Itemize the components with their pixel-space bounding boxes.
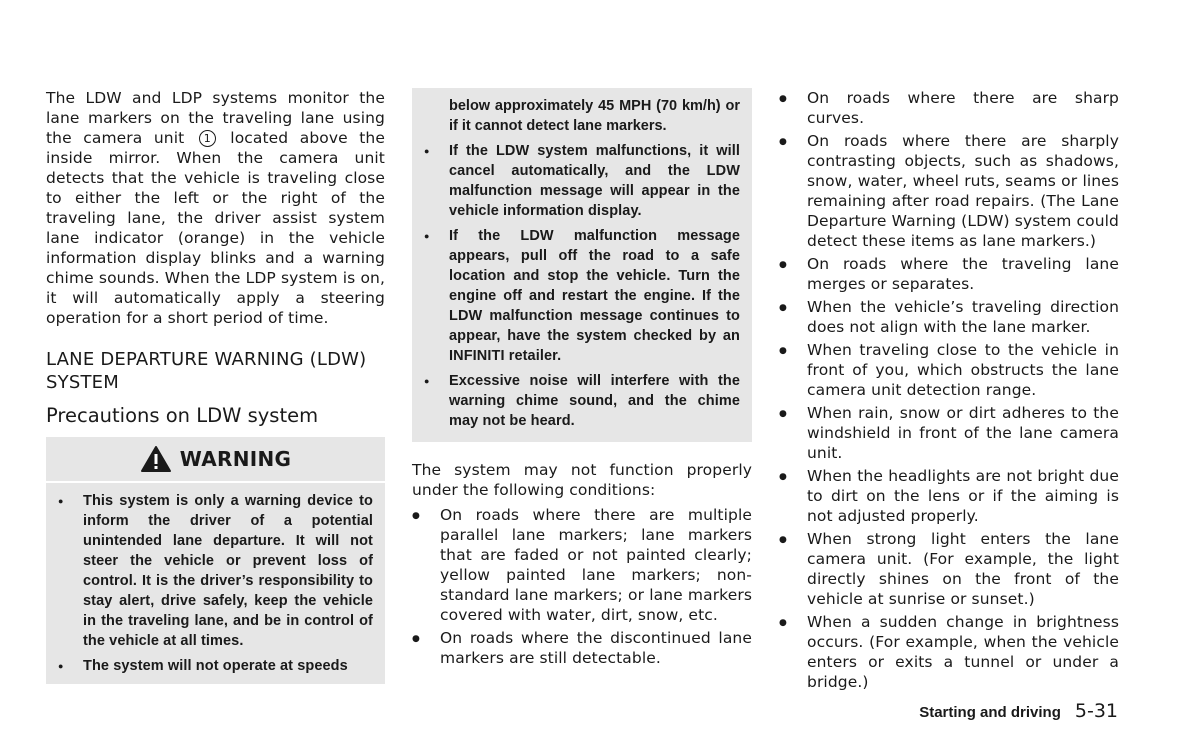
warning-list bbox=[424, 141, 740, 431]
conditions-list-continued bbox=[779, 88, 1119, 692]
warning-continued-text: below approximately 45 MPH (70 km/h) or if it cannot detect lane markers. bbox=[449, 98, 740, 134]
warning-item: ● If the LDW malfunction message appears, pull off the road to a safe location and stop the vehicle. Turn the engine off and restart the engine. If the LDW malfunction message continues to appear, have the system checked by an INFINITI retailer. bbox=[424, 226, 740, 366]
condition-item: ● On roads where there are sharply contrasting objects, such as shadows, snow, water, wheel ruts, seams or lines remaining after road repairs. (The Lane Departure Warning (LDW) system could detect these items as lane markers.) bbox=[779, 131, 1119, 251]
warning-item: ● This system is only a warning device to inform the driver of a potential unintended lane departure. It will not steer the vehicle or prevent loss of control. It is the driver’s responsibility to stay alert, drive safely, keep the vehicle in the traveling lane, and be in control of the vehicle at all times. bbox=[58, 491, 373, 651]
conditions-intro: The system may not function properly under the following conditions: bbox=[412, 461, 752, 499]
conditions-list bbox=[412, 505, 752, 668]
page-number: 5-31 bbox=[1074, 700, 1118, 722]
condition-item: ● When the headlights are not bright due to dirt on the lens or if the aiming is not adjusted properly. bbox=[779, 466, 1119, 526]
condition-item: ● On roads where the discontinued lane markers are still detectable. bbox=[412, 628, 752, 668]
intro-text-after-marker: located above the inside mirror. When the camera unit detects that the vehicle is traveling close to either the left or the right of the traveling lane, the driver assist system lane indicator (orange) in the vehicle information display blinks and a warning chime sounds. When the LDP system is on, it will automatically apply a steering operation for a short period of time. bbox=[46, 129, 385, 327]
warning-header bbox=[46, 437, 385, 483]
condition-item: ● When a sudden change in brightness occurs. (For example, when the vehicle enters or exits a tunnel or under a bridge.) bbox=[779, 612, 1119, 692]
column-2 bbox=[412, 88, 752, 671]
warning-item: ● The system will not operate at speeds bbox=[58, 656, 373, 676]
warning-item: ● Excessive noise will interfere with the warning chime sound, and the chime may not be heard. bbox=[424, 371, 740, 431]
condition-item: ● On roads where the traveling lane merges or separates. bbox=[779, 254, 1119, 294]
condition-item: ● When traveling close to the vehicle in front of you, which obstructs the lane camera unit detection range. bbox=[779, 340, 1119, 400]
warning-list bbox=[46, 483, 385, 676]
condition-item: ● When rain, snow or dirt adheres to the windshield in front of the lane camera unit. bbox=[779, 403, 1119, 463]
condition-item: ● When the vehicle’s traveling direction does not align with the lane marker. bbox=[779, 297, 1119, 337]
page-footer bbox=[919, 700, 1118, 722]
column-1 bbox=[46, 88, 385, 684]
section-heading: LANE DEPARTURE WARNING (LDW) SYSTEM bbox=[46, 349, 367, 393]
warning-item: ● If the LDW system malfunctions, it will cancel automatically, and the LDW malfunction message will appear in the vehicle information display. bbox=[424, 141, 740, 221]
warning-box bbox=[46, 437, 385, 684]
condition-item: ● When strong light enters the lane camera unit. (For example, the light directly shines on the front of the vehicle at sunrise or sunset.) bbox=[779, 529, 1119, 609]
column-3 bbox=[779, 88, 1119, 695]
intro-text-before-marker: The LDW and LDP systems monitor the lane markers on the traveling lane using the camera unit bbox=[46, 89, 385, 147]
subheading: Precautions on LDW system bbox=[46, 404, 319, 427]
condition-item: ● On roads where there are sharp curves. bbox=[779, 88, 1119, 128]
warning-triangle-icon bbox=[140, 445, 172, 473]
warning-title: WARNING bbox=[179, 447, 292, 471]
condition-item: ● On roads where there are multiple parallel lane markers; lane markers that are faded or not painted clearly; yellow painted lane markers; non-standard lane markers; or lane markers covered with water, dirt, snow, etc. bbox=[412, 505, 752, 625]
intro-paragraph bbox=[46, 88, 385, 328]
camera-unit-marker: 1 bbox=[199, 130, 216, 147]
warning-box-continued bbox=[412, 88, 752, 442]
footer-section-title: Starting and driving bbox=[919, 704, 1061, 721]
